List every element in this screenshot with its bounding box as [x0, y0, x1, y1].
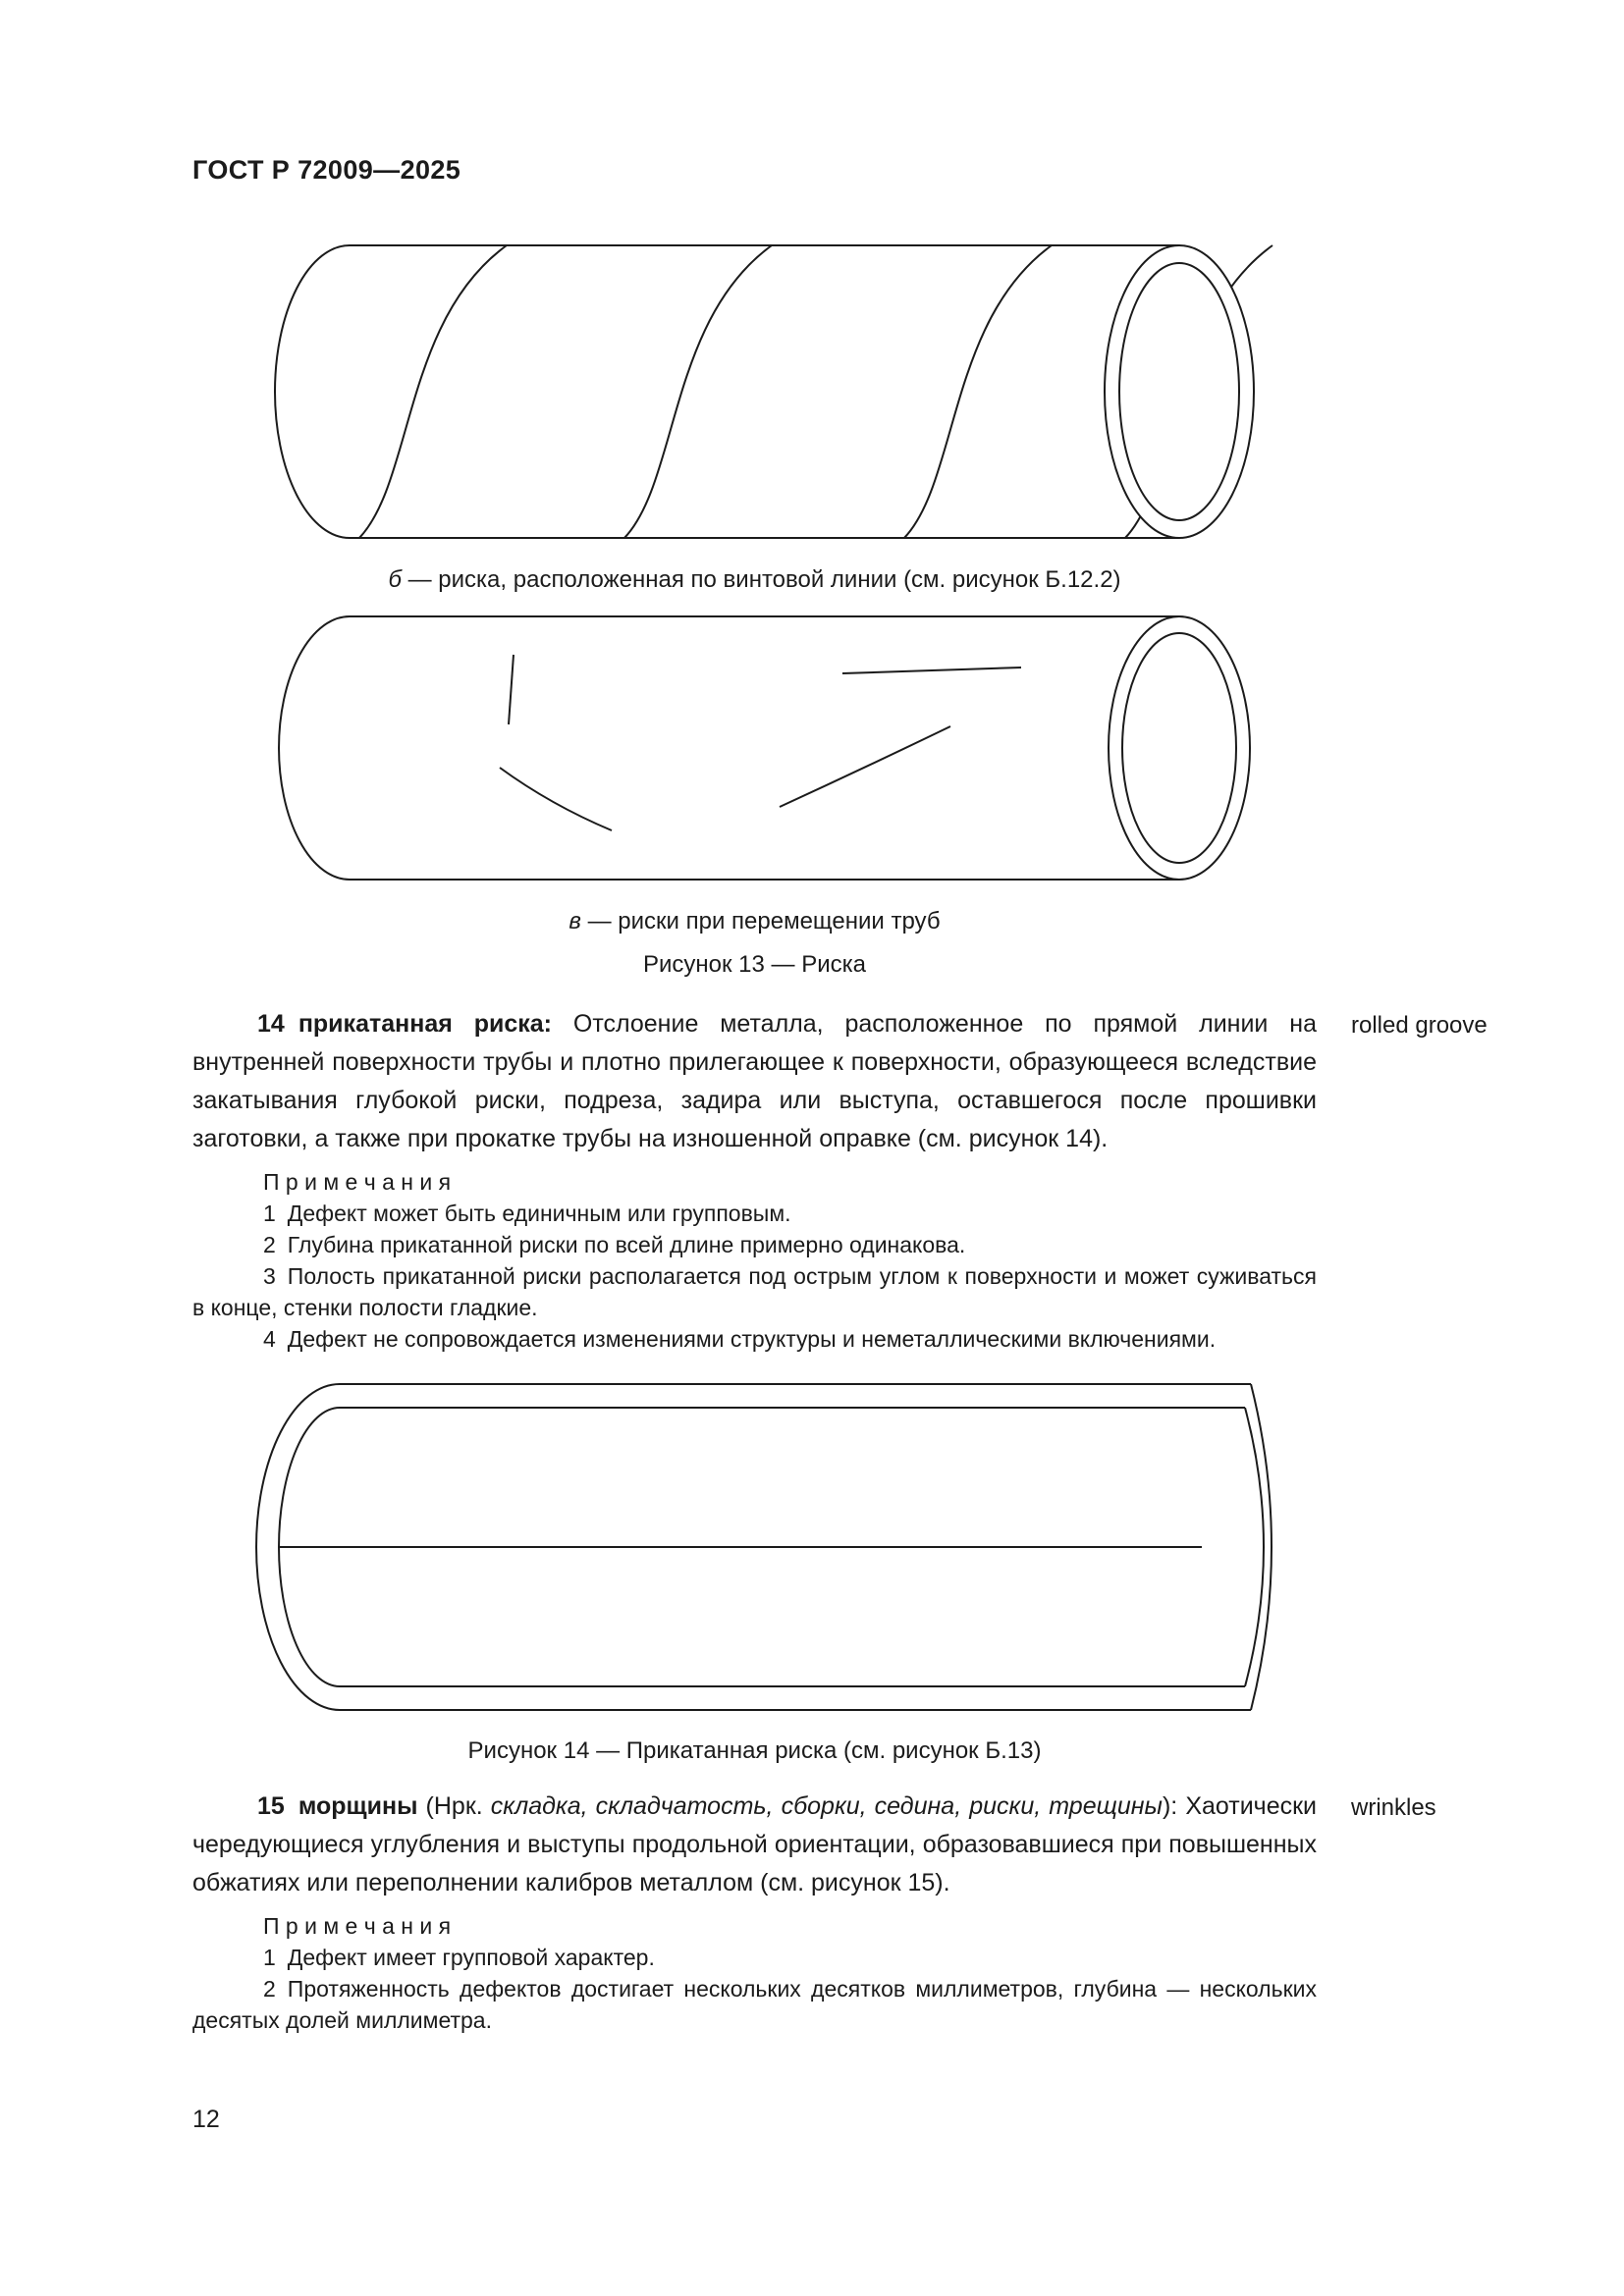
term-15-english-equivalent: wrinkles: [1351, 1794, 1436, 1821]
term-15-block: [192, 1788, 1436, 1902]
caption-letter-v: в: [568, 908, 581, 934]
caption-text-b: — риска, расположенная по винтовой линии (см. рисунок Б.12.2): [407, 566, 1121, 593]
pipe-left-cap: [279, 616, 350, 880]
note-item: 4 Дефект не сопровождается изменениями структуры и неметаллическими включениями.: [263, 1326, 1217, 1352]
term-15-notes: [192, 1910, 1317, 2036]
term-14-term: прикатанная риска:: [298, 1010, 552, 1038]
term-15-term: морщины: [298, 1792, 418, 1820]
pipe-end-outer-ellipse: [1105, 245, 1254, 538]
page-number: 12: [192, 2106, 220, 2133]
caption-text-v: — риски при перемещении труб: [587, 908, 941, 934]
scratch-diagonal-center: [780, 726, 950, 807]
caption-letter-b: б: [388, 566, 402, 593]
term-14-paragraph: [192, 1005, 1317, 1158]
figure-14-title: Рисунок 14 — Прикатанная риска (см. рисунок Б.13): [467, 1737, 1042, 1764]
pipe-left-cap: [275, 245, 350, 538]
page-content: [192, 155, 1488, 2036]
term-14-block: [192, 1005, 1488, 1158]
helical-scratch-2: [624, 245, 772, 538]
document-header: ГОСТ Р 72009—2025: [192, 155, 461, 185]
note-item: 2 Протяженность дефектов достигает нескольких десятков миллиметров, глубина — нескольких десятых долей миллиметра.: [192, 1976, 1317, 2033]
term-15-nrk-close: ):: [1162, 1792, 1178, 1820]
helical-scratch-3: [904, 245, 1052, 538]
helical-scratch-1: [359, 245, 507, 538]
scratch-horizontal: [842, 667, 1021, 673]
section-right-inner-arc: [1245, 1408, 1264, 1686]
term-15-number: 15: [257, 1792, 285, 1820]
term-15-paragraph: [192, 1788, 1317, 1902]
section-right-outer-arc: [1251, 1384, 1272, 1710]
figure-13b-pipe-helical-scratches: [212, 240, 1292, 544]
term-15-deprecated-terms: складка, складчатость, сборки, седина, риски, трещины: [490, 1792, 1163, 1820]
term-14-notes: [192, 1166, 1317, 1355]
term-15-nrk-open: (Нрк.: [425, 1792, 483, 1820]
notes-header: П р и м е ч а н и я: [263, 1913, 452, 1939]
note-item: 1 Дефект имеет групповой характер.: [263, 1945, 655, 1970]
note-item: 1 Дефект может быть единичным или групповым.: [263, 1201, 791, 1226]
scratch-vertical: [509, 655, 514, 724]
pipe-end-outer-ellipse: [1109, 616, 1250, 880]
figure-13v-pipe-scattered-scratches: [212, 611, 1292, 885]
term-14-definition: Отслоение металла, расположенное по прямой линии на внутренней поверхности трубы и плотно прилегающее к поверхности, образующееся вследствие закатывания глубокой риски, подреза, задира или выступа, оставшегося после прошивки заготовки, а также при прокатке трубы на изношенной оправке (см. рисунок 14).: [192, 1010, 1317, 1152]
figure-13v-caption: [192, 907, 1317, 936]
notes-header: П р и м е ч а н и я: [263, 1169, 452, 1195]
term-14-english-equivalent: rolled groove: [1351, 1012, 1488, 1039]
figure-13-title: Рисунок 13 — Риска: [642, 951, 866, 978]
figure-14-pipe-section-rolled-groove: [212, 1378, 1292, 1717]
term-14-number: 14: [257, 1010, 285, 1038]
note-item: 3 Полость прикатанной риски располагается под острым углом к поверхности и может суживаться в конце, стенки полости гладкие.: [192, 1263, 1317, 1320]
scratch-diagonal-left: [500, 768, 612, 830]
figure-13b-caption: [192, 565, 1317, 595]
term-15-definition: Хаотически чередующиеся углубления и выступы продольной ориентации, образовавшиеся при повышенных обжатиях или переполнении калибров металлом (см. рисунок 15).: [192, 1792, 1318, 1896]
note-item: 2 Глубина прикатанной риски по всей длине примерно одинакова.: [263, 1232, 966, 1257]
